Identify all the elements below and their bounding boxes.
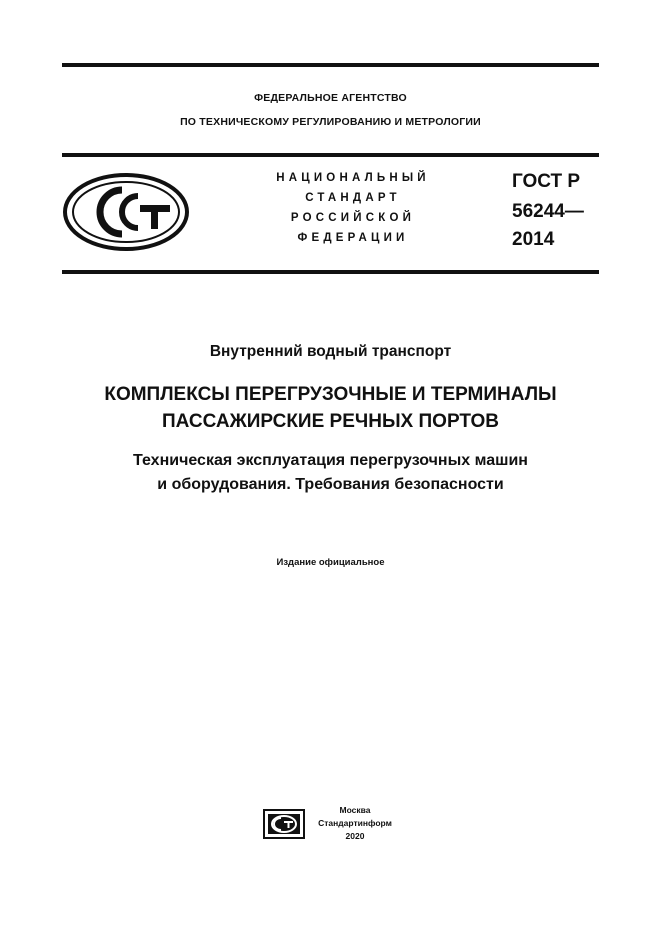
top-rule [62,63,599,67]
publisher-city: Москва [339,805,371,815]
bottom-rule [62,270,599,274]
standartinform-logo-icon [263,809,305,839]
document-title-line-1: КОМПЛЕКСЫ ПЕРЕГРУЗОЧНЫЕ И ТЕРМИНАЛЫ [104,384,557,405]
national-standard-line-2: СТАНДАРТ [305,192,401,204]
document-subject: Внутренний водный транспорт [209,343,452,360]
national-standard-line-4: ФЕДЕРАЦИИ [297,232,409,244]
national-standard-line-3: РОССИЙСКОЙ [290,212,416,224]
agency-name-line-2: ПО ТЕХНИЧЕСКОМУ РЕГУЛИРОВАНИЮ И МЕТРОЛОГИИ [180,116,481,128]
standard-designation-line-3: 2014 [512,229,555,250]
middle-rule [62,153,599,157]
national-standard-line-1: НАЦИОНАЛЬНЫЙ [276,172,430,184]
publisher-name: Стандартинформ [318,818,392,828]
standard-designation-line-1: ГОСТ Р [512,171,581,192]
agency-name-line-1: ФЕДЕРАЛЬНОЕ АГЕНТСТВО [254,92,407,104]
document-title-line-2: ПАССАЖИРСКИЕ РЕЧНЫХ ПОРТОВ [161,411,499,432]
document-subtitle-line-1: Техническая эксплуатация перегрузочных машин [133,452,528,469]
standard-designation-line-2: 56244— [512,201,584,222]
publication-year: 2020 [345,831,365,841]
rst-certification-mark-icon [62,172,190,252]
document-subtitle-line-2: и оборудования. Требования безопасности [157,476,504,493]
edition-label: Издание официальное [276,557,385,568]
